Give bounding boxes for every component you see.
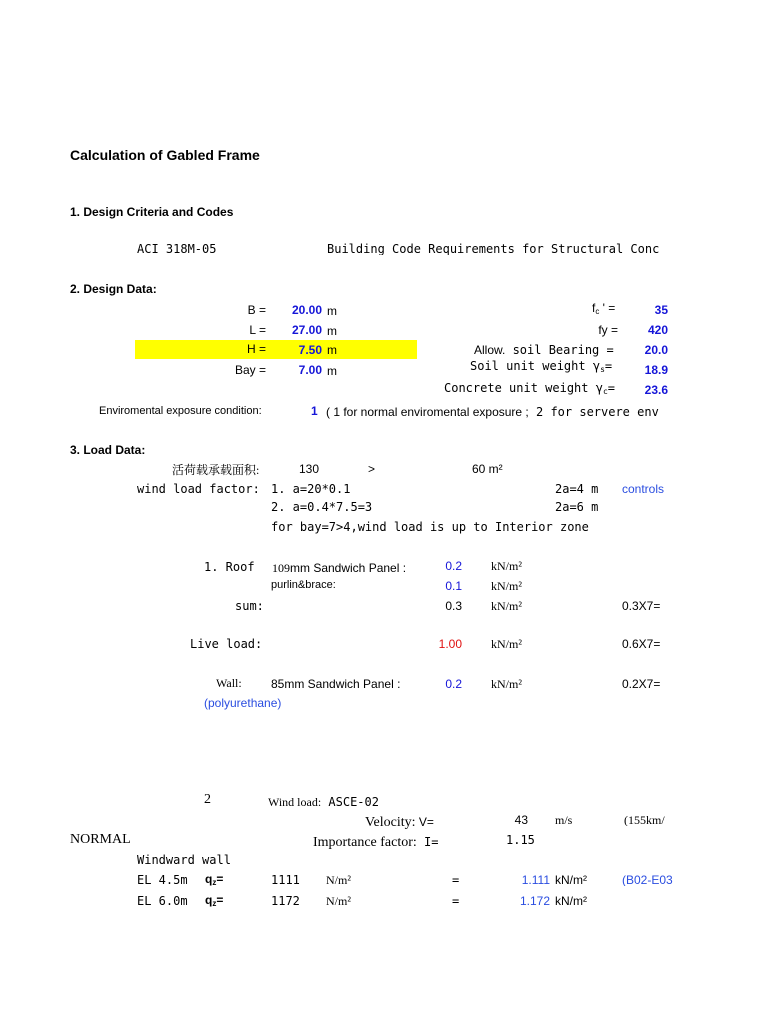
label-h: H = <box>246 342 266 356</box>
roof-label: 1. Roof <box>204 560 255 574</box>
live-area-limit: 60 m² <box>472 462 503 476</box>
section1-heading: 1. Design Criteria and Codes <box>70 205 234 219</box>
value-fc[interactable]: 35 <box>654 303 668 317</box>
row1-qz-label: $q_z=$ <box>205 872 224 887</box>
row2-eq: = <box>452 894 460 908</box>
sum-calc: 0.3X7= <box>622 599 661 613</box>
sum-unit: kN/m² <box>491 599 522 613</box>
velocity-value[interactable]: 43 <box>514 813 528 827</box>
live-area-op: > <box>368 462 376 476</box>
value-concrete-weight[interactable]: 23.6 <box>644 383 668 397</box>
velocity-unit: m/s <box>555 813 573 827</box>
unit-bay: m <box>327 364 337 378</box>
controls-label: controls <box>622 482 665 496</box>
row1-kn-value: 1.111 <box>521 873 550 887</box>
roof-panel-unit: kN/m² <box>491 559 522 573</box>
row2-unit: N/m² <box>326 894 351 908</box>
normal-label: NORMAL <box>70 832 131 847</box>
value-soil-bearing[interactable]: 20.0 <box>644 343 668 357</box>
purlin-label: purlin&brace: <box>271 579 336 591</box>
page-title: Calculation of Gabled Frame <box>70 147 260 163</box>
value-l[interactable]: 27.00 <box>291 323 322 337</box>
row2-kn-unit: kN/m² <box>555 894 587 908</box>
value-b[interactable]: 20.00 <box>291 303 322 317</box>
wall-panel-value[interactable]: 0.2 <box>445 677 462 691</box>
wind-factor-line1: 1. a=20*0.1 <box>271 482 351 496</box>
sum-label: sum: <box>235 599 264 613</box>
unit-l: m <box>327 324 337 338</box>
live-load-calc: 0.6X7= <box>622 637 661 651</box>
value-soil-weight[interactable]: 18.9 <box>644 363 668 377</box>
purlin-unit: kN/m² <box>491 579 522 593</box>
wind-label: Wind load: ASCE-02 <box>268 795 379 809</box>
label-fy: fy = <box>598 323 618 337</box>
purlin-value[interactable]: 0.1 <box>445 579 462 593</box>
row1-elevation: EL 4.5m <box>137 873 188 887</box>
wind-factor-line1-right: 2a=4 m <box>555 482 599 496</box>
label-soil-bearing: Allow. soil Bearing = <box>474 343 614 357</box>
label-concrete-weight: Concrete unit weight $\gamma_c=$ <box>444 381 616 396</box>
velocity-kmh: (155km/ <box>624 814 665 826</box>
exposure-value[interactable]: 1 <box>311 404 318 418</box>
row1-kn-unit: kN/m² <box>555 873 587 887</box>
wind-factor-line3: for bay=7>4,wind load is up to Interior zone <box>271 520 589 534</box>
value-bay[interactable]: 7.00 <box>298 363 322 377</box>
velocity-label: Velocity: V= <box>365 815 434 830</box>
value-h[interactable]: 7.50 <box>298 343 322 357</box>
live-load-label: Live load: <box>190 637 263 651</box>
code-name: ACI 318M-05 <box>137 242 217 256</box>
row1-ref: (B02-E03 <box>622 874 673 886</box>
row2-qz-label: $q_z=$ <box>205 893 224 908</box>
section3-heading: 3. Load Data: <box>70 443 146 457</box>
sum-value: 0.3 <box>445 599 462 613</box>
wall-material: (polyurethane) <box>204 696 282 710</box>
label-soil-weight: Soil unit weight $\gamma_s=$ <box>470 359 613 374</box>
label-fc: $f_c$ ' = <box>592 301 616 316</box>
live-load-unit: kN/m² <box>491 637 522 651</box>
importance-label: Importance factor: I= <box>313 835 439 850</box>
row2-value: 1172 <box>271 894 300 908</box>
value-fy[interactable]: 420 <box>647 323 668 337</box>
row1-value: 1111 <box>271 873 300 887</box>
wind-factor-line2: 2. a=0.4*7.5=3 <box>271 500 373 514</box>
wall-label: Wall: <box>216 676 242 690</box>
windward-label: Windward wall <box>137 853 231 867</box>
label-b: B = <box>247 303 266 317</box>
wall-calc: 0.2X7= <box>622 677 661 691</box>
label-bay: Bay = <box>234 363 266 377</box>
live-area-label: 活荷载承载面积: <box>172 463 260 477</box>
roof-panel-value[interactable]: 0.2 <box>445 559 462 573</box>
exposure-label: Enviromental exposure condition: <box>99 405 262 417</box>
unit-b: m <box>327 304 337 318</box>
row2-elevation: EL 6.0m <box>137 894 188 908</box>
wind-factor-line2-right: 2a=6 m <box>555 500 599 514</box>
section2-heading: 2. Design Data: <box>70 282 157 296</box>
live-area-value: 130 <box>299 462 320 476</box>
label-l: L = <box>249 323 266 337</box>
wall-panel-unit: kN/m² <box>491 677 522 691</box>
importance-value[interactable]: 1.15 <box>506 833 535 847</box>
row2-kn-value: 1.172 <box>519 894 550 908</box>
wind-factor-label: wind load factor: <box>137 482 260 496</box>
exposure-note: ( 1 for normal enviromental exposure ; 2 for servere env <box>326 405 659 419</box>
code-description: Building Code Requirements for Structural Conc <box>327 243 660 255</box>
wind-number: 2 <box>204 792 211 807</box>
row1-eq: = <box>452 873 460 887</box>
live-load-value[interactable]: 1.00 <box>438 637 462 651</box>
wall-panel-label: 85mm Sandwich Panel : <box>271 677 401 691</box>
roof-panel-label: 109mm Sandwich Panel : <box>272 561 407 575</box>
unit-h: m <box>327 343 337 357</box>
row1-unit: N/m² <box>326 873 351 887</box>
